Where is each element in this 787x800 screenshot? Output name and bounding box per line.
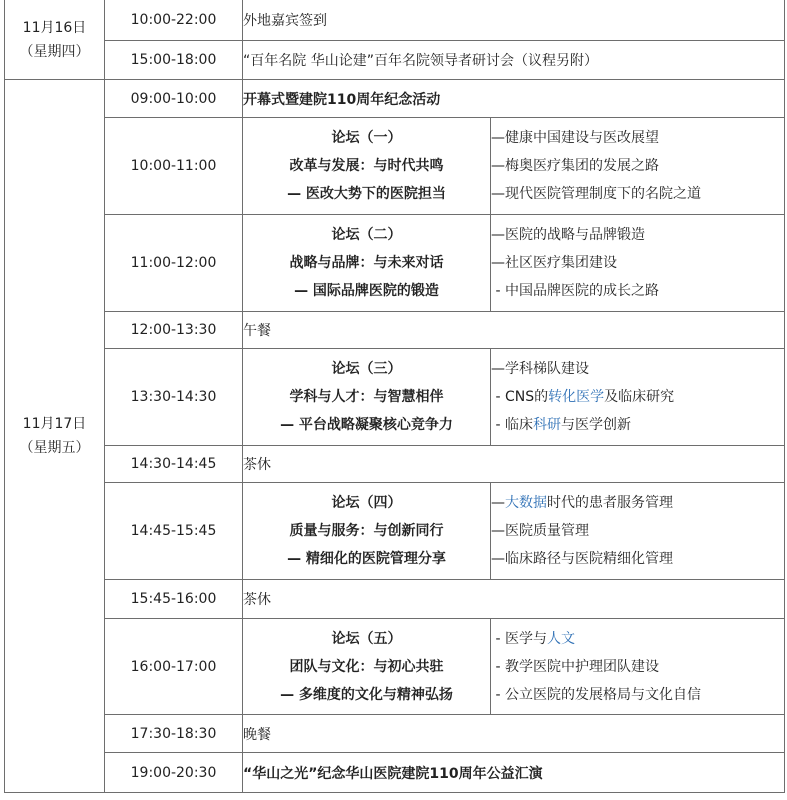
schedule-row xyxy=(5,483,785,580)
day-weekday: （星期五） xyxy=(19,440,90,456)
topic-text: 时代的患者服务管理 xyxy=(547,495,673,511)
time-cell: 17:30-18:30 xyxy=(105,715,243,753)
topic-item xyxy=(491,180,784,208)
schedule-row xyxy=(5,0,785,41)
forum-theme: 质量与服务：与创新同行 xyxy=(289,523,444,539)
forum-theme: 学科与人才：与智慧相伴 xyxy=(289,389,444,405)
topic-keyword-link[interactable]: 科研 xyxy=(532,417,561,433)
event-cell: 茶休 xyxy=(243,580,785,619)
time-cell: 14:45-15:45 xyxy=(105,483,243,580)
topic-text: 与医学创新 xyxy=(560,417,631,433)
schedule-row xyxy=(5,118,785,215)
time-cell: 12:00-13:30 xyxy=(105,312,243,349)
topic-text: —健康中国建设与医改展望 xyxy=(491,130,659,146)
forum-name: 论坛（四） xyxy=(331,495,402,511)
forum-title-cell xyxy=(243,118,491,215)
topic-text: - 公立医院的发展格局与文化自信 xyxy=(491,686,701,703)
topic-text: - 临床 xyxy=(491,417,533,433)
event-cell: 茶休 xyxy=(243,446,785,483)
day-weekday: （星期四） xyxy=(19,43,90,60)
schedule-row xyxy=(5,580,785,619)
topic-text: —医院的战略与品牌锻造 xyxy=(491,227,645,243)
forum-title-cell xyxy=(243,483,491,580)
topic-text: —医院质量管理 xyxy=(491,523,589,539)
forum-subtitle: — 国际品牌医院的锻造 xyxy=(294,283,439,299)
topic-text: 及临床研究 xyxy=(604,389,675,405)
event-cell: 外地嘉宾签到 xyxy=(243,0,785,41)
forum-name: 论坛（二） xyxy=(331,227,402,243)
forum-topics-cell xyxy=(491,619,785,715)
topic-text: —学科梯队建设 xyxy=(491,361,589,377)
schedule-row xyxy=(5,753,785,793)
schedule-row xyxy=(5,446,785,483)
event-cell: “华山之光”纪念华山医院建院110周年公益汇演 xyxy=(243,753,785,793)
topic-item xyxy=(491,277,784,305)
time-cell: 11:00-12:00 xyxy=(105,215,243,312)
time-cell: 14:30-14:45 xyxy=(105,446,243,483)
topic-text: - CNS的 xyxy=(491,389,549,405)
topic-item xyxy=(491,653,784,681)
event-cell: 晚餐 xyxy=(243,715,785,753)
time-cell: 16:00-17:00 xyxy=(105,619,243,715)
time-cell: 15:45-16:00 xyxy=(105,580,243,619)
time-cell: 10:00-11:00 xyxy=(105,118,243,215)
forum-theme: 团队与文化：与初心共驻 xyxy=(289,658,444,675)
forum-name: 论坛（一） xyxy=(331,130,402,146)
day-cell xyxy=(5,0,105,80)
topic-keyword-link[interactable]: 转化医学 xyxy=(548,389,605,405)
forum-topics-cell xyxy=(491,215,785,312)
time-cell: 19:00-20:30 xyxy=(105,753,243,793)
day-date: 11月16日 xyxy=(22,19,87,36)
event-cell: 午餐 xyxy=(243,312,785,349)
topic-item xyxy=(491,383,784,411)
schedule-row xyxy=(5,80,785,118)
forum-title-cell xyxy=(243,349,491,446)
topic-item xyxy=(491,545,784,573)
topic-item xyxy=(491,124,784,152)
forum-name: 论坛（五） xyxy=(331,630,402,647)
topic-item xyxy=(491,625,784,653)
schedule-row xyxy=(5,715,785,753)
topic-item xyxy=(491,411,784,439)
time-cell: 09:00-10:00 xyxy=(105,80,243,118)
topic-item xyxy=(491,221,784,249)
forum-theme: 战略与品牌：与未来对话 xyxy=(289,255,444,271)
topic-keyword-link[interactable]: 大数据 xyxy=(505,495,547,511)
topic-text: - 中国品牌医院的成长之路 xyxy=(491,283,659,299)
schedule-row xyxy=(5,41,785,80)
forum-subtitle: — 精细化的医院管理分享 xyxy=(287,551,446,567)
topic-text: —社区医疗集团建设 xyxy=(491,255,617,271)
forum-theme: 改革与发展：与时代共鸣 xyxy=(289,158,444,174)
topic-text: - 医学与 xyxy=(491,630,547,647)
day-cell xyxy=(5,80,105,793)
forum-subtitle: — 平台战略凝聚核心竞争力 xyxy=(280,417,453,433)
forum-topics-cell xyxy=(491,118,785,215)
schedule-row xyxy=(5,349,785,446)
topic-text: — xyxy=(491,495,505,511)
schedule-row xyxy=(5,619,785,715)
forum-name: 论坛（三） xyxy=(331,361,402,377)
forum-title-cell xyxy=(243,215,491,312)
topic-keyword-link[interactable]: 人文 xyxy=(546,630,575,647)
schedule-table xyxy=(4,0,785,793)
topic-item xyxy=(491,681,784,709)
event-cell: 开幕式暨建院110周年纪念活动 xyxy=(243,80,785,118)
time-cell: 13:30-14:30 xyxy=(105,349,243,446)
schedule-row xyxy=(5,215,785,312)
forum-topics-cell xyxy=(491,349,785,446)
topic-item xyxy=(491,355,784,383)
day-date: 11月17日 xyxy=(22,416,87,432)
topic-item xyxy=(491,489,784,517)
topic-text: —现代医院管理制度下的名院之道 xyxy=(491,186,701,202)
event-cell: “百年名院 华山论建”百年名院领导者研讨会（议程另附） xyxy=(243,41,785,80)
topic-item xyxy=(491,152,784,180)
forum-subtitle: — 医改大势下的医院担当 xyxy=(287,186,446,202)
forum-topics-cell xyxy=(491,483,785,580)
time-cell: 10:00-22:00 xyxy=(105,0,243,41)
topic-text: —临床路径与医院精细化管理 xyxy=(491,551,673,567)
topic-text: - 教学医院中护理团队建设 xyxy=(491,658,659,675)
topic-item xyxy=(491,249,784,277)
schedule-row xyxy=(5,312,785,349)
forum-subtitle: — 多维度的文化与精神弘扬 xyxy=(280,686,453,703)
topic-item xyxy=(491,517,784,545)
time-cell: 15:00-18:00 xyxy=(105,41,243,80)
topic-text: —梅奥医疗集团的发展之路 xyxy=(491,158,659,174)
forum-title-cell xyxy=(243,619,491,715)
